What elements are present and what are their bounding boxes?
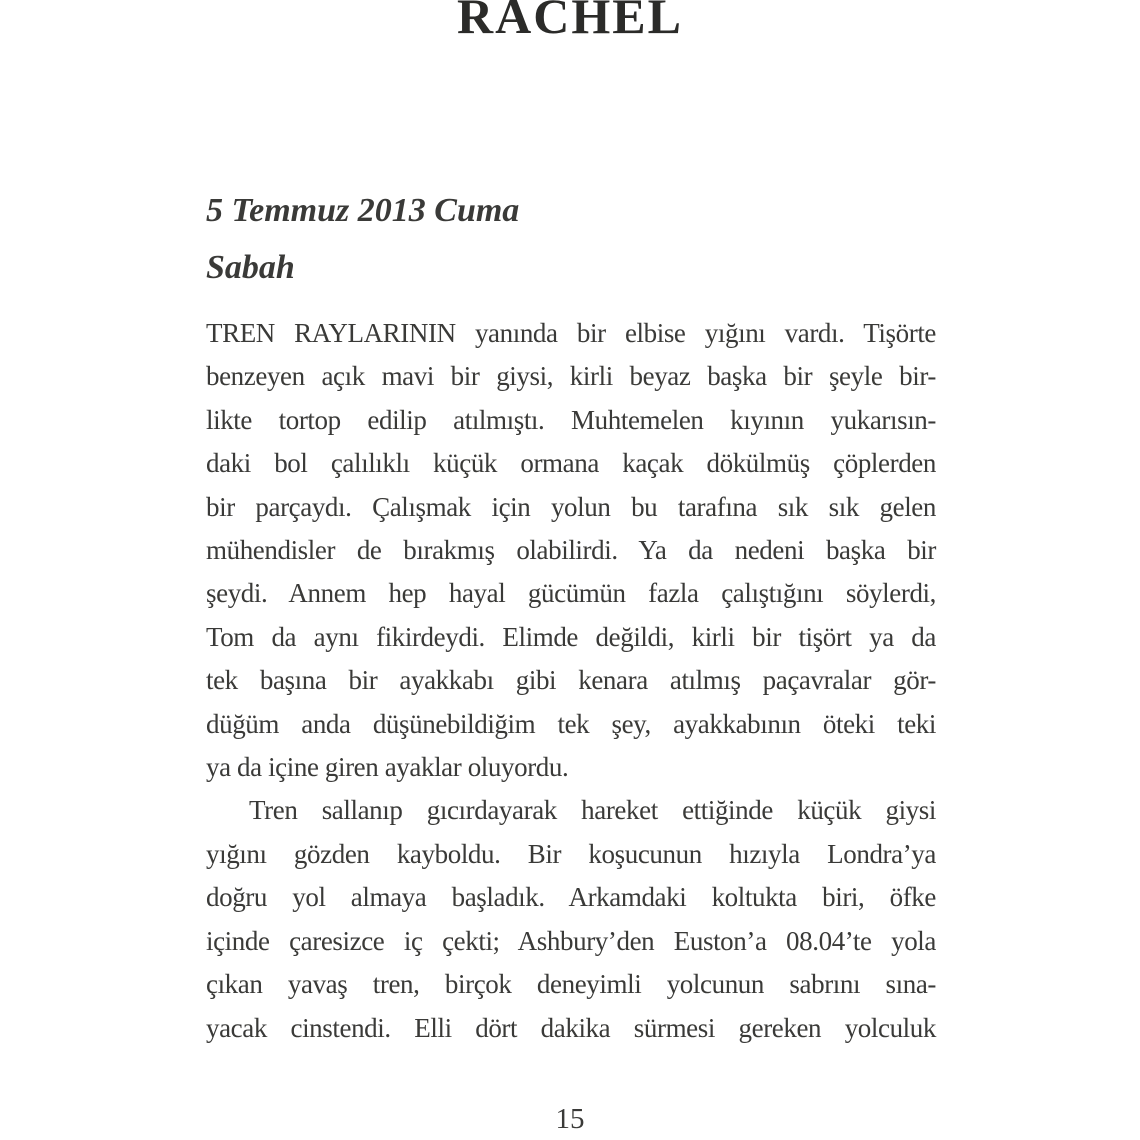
body-line: TREN RAYLARININ yanında bir elbise yığını vardı. Tişörte [206,318,936,348]
page-number: 15 [555,1103,585,1135]
body-line: mühendisler de bırakmış olabilirdi. Ya da nedeni başka bir [206,535,936,566]
body-line: yacak cinstendi. Elli dört dakika sürmesi gereken yolculuk [206,1012,936,1043]
body-line: tek başına bir ayakkabı gibi kenara atılmış paçavralar gör- [206,665,936,696]
body-line: likte tortop edilip atılmıştı. Muhtemelen kıyının yukarısın- [206,404,936,435]
body-line: ya da içine giren ayaklar oluyordu. [206,752,569,783]
body-line: çıkan yavaş tren, birçok deneyimli yolcunun sabrını sına- [206,969,936,1000]
body-line: benzeyen açık mavi bir giysi, kirli beyaz başka bir şeyle bir- [206,361,936,392]
body-line: doğru yol almaya başladık. Arkamdaki koltukta biri, öfke [206,882,936,913]
section-heading [206,182,519,296]
body-line: Tren sallanıp gıcırdayarak hareket ettiğinde küçük giysi [249,795,936,826]
body-line: Tom da aynı fikirdeydi. Elimde değildi, kirli bir tişört ya da [206,621,936,652]
body-line: içinde çaresizce iç çekti; Ashbury’den Euston’a 08.04’te yola [206,925,936,956]
body-line: daki bol çalılıklı küçük ormana kaçak dökülmüş çöplerden [206,448,936,479]
body-text [206,312,936,1050]
body-line: bir parçaydı. Çalışmak için yolun bu tarafına sık sık gelen [206,491,936,522]
body-line: yığını gözden kayboldu. Bir koşucunun hızıyla Londra’ya [206,838,936,869]
body-line: düğüm anda düşünebildiğim tek şey, ayakkabının öteki teki [206,708,936,739]
time-of-day-heading: Sabah [206,249,295,286]
body-line: şeydi. Annem hep hayal gücümün fazla çalıştığını söylerdi, [206,578,936,609]
chapter-title: RACHEL [457,0,683,44]
date-heading: 5 Temmuz 2013 Cuma [206,192,520,229]
